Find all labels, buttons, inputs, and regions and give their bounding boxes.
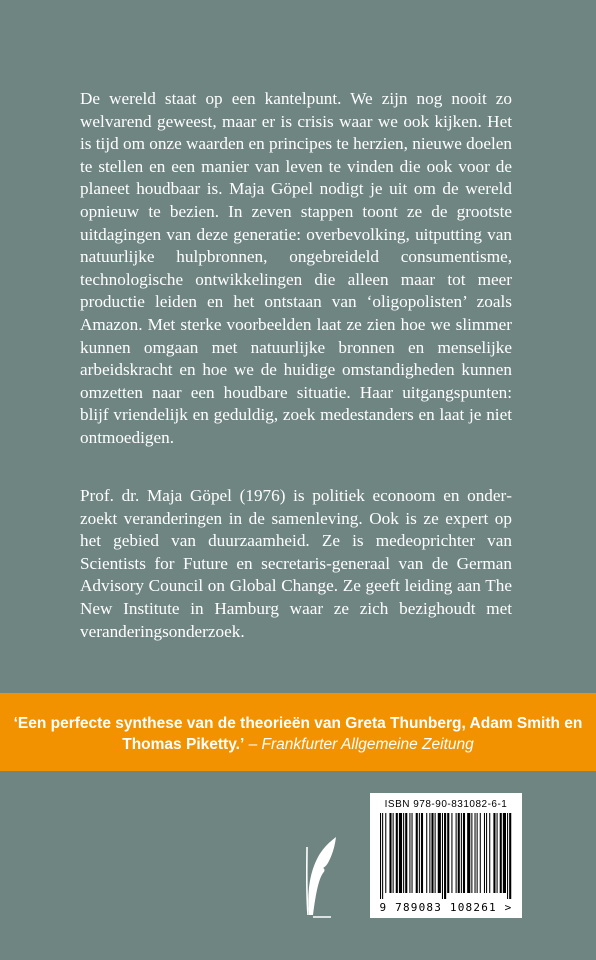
quill-feather-icon [303, 835, 339, 920]
barcode-bar [421, 813, 423, 893]
barcode-bar [503, 813, 506, 893]
barcode-bar [393, 813, 394, 893]
barcode-bar [451, 813, 452, 893]
quote-text: ‘Een perfecte synthese van de theorieën van Greta Thunberg, Adam Smith en Thomas Piketty.’ [13, 715, 583, 753]
barcode-bar [416, 813, 418, 893]
quote-band [0, 693, 596, 771]
barcode-bar [477, 813, 478, 893]
barcode-bar [412, 813, 413, 893]
barcode-digits: 9 789083 108261 > [379, 901, 513, 914]
barcode-bar [456, 813, 457, 893]
barcode-bar [500, 813, 502, 893]
barcode-bar [507, 813, 508, 899]
barcode-bar [486, 813, 487, 893]
barcode-bar [497, 813, 498, 893]
barcode-bar [419, 813, 420, 893]
barcode-bar [435, 813, 436, 893]
barcode-bar [385, 813, 386, 893]
barcode-bar [463, 813, 465, 893]
barcode-bar [409, 813, 410, 893]
barcode-bar [447, 813, 449, 893]
barcode-bar [509, 813, 511, 899]
barcode-bar [471, 813, 472, 893]
review-quote [0, 713, 596, 755]
barcode-bar [444, 813, 446, 899]
quote-separator: – [244, 736, 262, 753]
barcode-bar [475, 813, 476, 893]
barcode-bar [380, 813, 381, 899]
barcode-bar [396, 813, 398, 893]
barcode [370, 793, 522, 918]
barcode-bar [426, 813, 427, 893]
barcode-bar [438, 813, 441, 893]
quote-source: Frankfurter Allgemeine Zeitung [261, 736, 474, 753]
barcode-bar [442, 813, 443, 899]
barcode-bar [484, 813, 485, 893]
barcode-bar [489, 813, 490, 893]
barcode-bar [389, 813, 391, 893]
barcode-bar [431, 813, 433, 893]
barcode-bar [461, 813, 462, 893]
barcode-bar [480, 813, 481, 893]
barcode-bar [399, 813, 402, 893]
barcode-bars [378, 813, 514, 899]
barcode-bar [403, 813, 404, 893]
barcode-bar [382, 813, 383, 899]
barcode-bar [429, 813, 430, 893]
blurb-text: De wereld staat op een kantelpunt. We zijn nog nooit zo welvarend geweest, maar er is crisis waar we ook kijken. Het is tijd om onze waarden en principes te herzien, nieuwe doelen te stellen en een manier van leven te vinden die ook voor de planeet houdbaar is. Maja Göpel nodigt je uit om de wereld opnieuw te bezien. In zeven stappen toont ze de grootste uitdagingen van deze generatie: overbevolking, uitputting van natuurlijke hulpbronnen, ongebreideld consumentisme, technologische ontwikkelingen die alleen maar tot meer productie leiden en het ontstaan van ‘oligopolisten’ zoals Amazon. Met sterke voorbeelden laat ze zien hoe we slimmer kunnen omgaan met natuurlijke bronnen en menselijke arbeidskracht en hoe we de huidige omstandigheden kunnen omzetten naar een houdbare situatie. Haar uitgangspunten: blijf vriendelijk en geduldig, zoek medestanders en laat je niet ontmoedigen. [80, 89, 512, 447]
barcode-bar [458, 813, 460, 893]
barcode-bar [467, 813, 470, 893]
author-bio: Prof. dr. Maja Göpel (1976) is politiek econoom en onderzoekt veranderingen in de samenleving. Ook is ze expert op het gebied van duurzaamheid. Ze is medeoprichter van Scientists for Future en secretaris-generaal van de German Advisory Council on Global Change. Ze geeft leiding aan The New Institute in Hamburg waar ze zich bezighoudt met veranderingsonderzoek. [80, 486, 512, 641]
barcode-bar [405, 813, 407, 893]
isbn-label: ISBN 978-90-831082-6-1 [384, 799, 508, 810]
barcode-bar [493, 813, 495, 893]
